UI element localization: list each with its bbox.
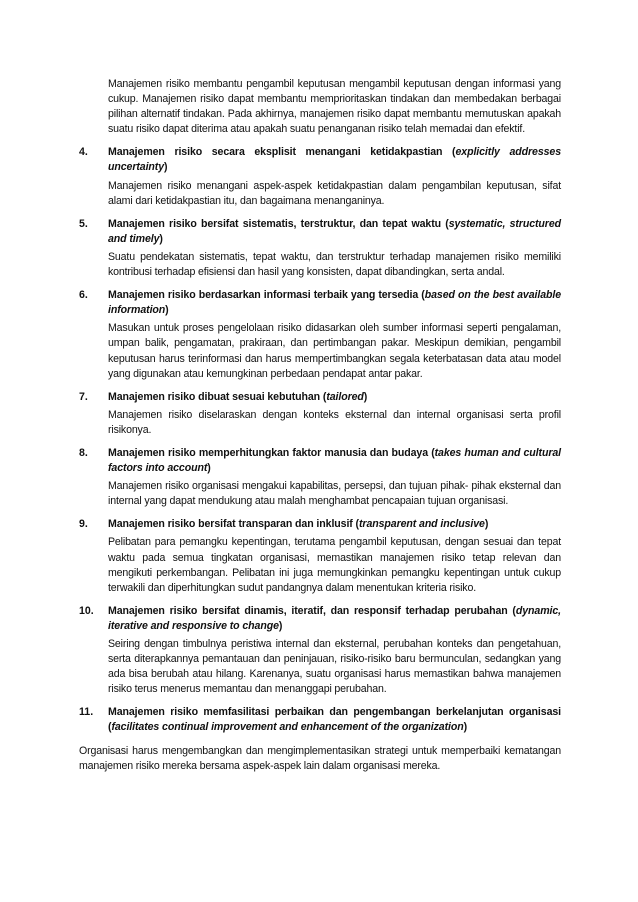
item-heading [79,145,561,175]
item-title: Manajemen risiko dibuat sesuai kebutuhan (tailored) [108,390,368,403]
list-item [79,390,561,438]
item-heading [79,217,561,247]
list-item [79,288,561,382]
item-heading [79,446,561,476]
item-number: 7. [79,390,88,403]
list-item [79,145,561,208]
list-item [79,705,561,735]
document-page [79,77,561,774]
item-body: Masukan untuk proses pengelolaan risiko didasarkan oleh sumber informasi seperti pengalaman, umpan balik, pengamatan, prakiraan, dan pertimbangan pakar. Meskipun demikian, pengambil keputusan harus terinformasi dan harus mempertimbangkan segala keterbatasan data atau model yang digunakan atau kemungkinan perbedaan pendapat antar pakar. [108,322,561,380]
item-number: 5. [79,217,88,230]
principle-list [79,145,561,735]
item-body: Manajemen risiko organisasi mengakui kapabilitas, persepsi, dan tujuan pihak- pihak eksternal dan internal yang dapat mendukung atau malah menghambat pencapaian tujuan organisasi. [108,480,561,508]
item-body: Suatu pendekatan sistematis, tepat waktu, dan terstruktur terhadap manajemen risiko memiliki kontribusi terhadap efisiensi dan hasil yang konsisten, dapat dibandingkan, serta andal. [108,250,561,279]
item-number: 8. [79,446,88,459]
item-heading [79,288,561,318]
item-heading [79,705,561,735]
item-title: Manajemen risiko memperhitungkan faktor manusia dan budaya (takes human and cultural factors into account) [108,446,561,475]
item-title: Manajemen risiko memfasilitasi perbaikan dan pengembangan berkelanjutan organisasi (facilitates continual improvement and enhancement of the organization) [108,706,561,734]
item-title: Manajemen risiko bersifat dinamis, iteratif, dan responsif terhadap perubahan (dynamic, iterative and responsive to change) [108,604,561,632]
item-title: Manajemen risiko bersifat transparan dan inklusif (transparent and inclusive) [108,518,489,531]
item-title: Manajemen risiko bersifat sistematis, terstruktur, dan tepat waktu (systematic, structured and timely) [108,217,561,245]
intro-paragraph: Manajemen risiko membantu pengambil keputusan mengambil keputusan dengan informasi yang cukup. Manajemen risiko dapat membantu memprioritaskan tindakan dan membedakan berbagai pilihan alternatif tindakan. Pada akhirnya, manajemen risiko dapat membantu memutuskan apakah suatu risiko dapat diterima atau apakah suatu penanganan risiko telah memadai dan efektif. [108,78,561,136]
list-item [79,446,561,509]
item-number: 9. [79,518,88,531]
item-number: 11. [79,706,94,719]
item-title: Manajemen risiko berdasarkan informasi terbaik yang tersedia (based on the best available information) [108,289,561,317]
item-body: Manajemen risiko menangani aspek-aspek ketidakpastian dalam pengambilan keputusan, sifat alami dari ketidakpastian itu, dan bagaimana menanganinya. [108,179,561,207]
item-body: Pelibatan para pemangku kepentingan, terutama pengambil keputusan, dengan sesuai dan tepat waktu pada semua tingkatan organisasi, memastikan manajemen risiko tetap relevan dan mengikuti perkembangan. Pelibatan ini juga memungkinkan pemangku kepentingan untuk cukup terwakili dan diperhitungkan sudut pandangnya dalam menentukan kriteria risiko. [108,536,561,594]
item-body: Manajemen risiko diselaraskan dengan konteks eksternal dan internal organisasi serta profil risikonya. [108,408,561,436]
list-item [79,517,561,595]
list-item [79,604,561,698]
item-heading [79,517,561,532]
item-heading [79,390,561,405]
item-number: 10. [79,604,94,617]
item-title: Manajemen risiko secara eksplisit menangani ketidakpastian (explicitly addresses uncertainty) [108,146,561,174]
item-body: Seiring dengan timbulnya peristiwa internal dan eksternal, perubahan konteks dan pengetahuan, serta diterapkannya pemantauan dan peninjauan, risiko-risiko baru bermunculan, sedangkan yang ada bisa berubah atau hilang. Karenanya, suatu organisasi harus memastikan bahwa manajemen risiko terus menerus memantau dan menanggapi perubahan. [108,638,561,696]
item-number: 4. [79,146,88,159]
item-number: 6. [79,289,88,302]
item-heading [79,604,561,634]
list-item [79,217,561,280]
closing-paragraph: Organisasi harus mengembangkan dan mengimplementasikan strategi untuk memperbaiki kematangan manajemen risiko mereka bersama aspek-aspek lain dalam organisasi mereka. [79,744,561,772]
